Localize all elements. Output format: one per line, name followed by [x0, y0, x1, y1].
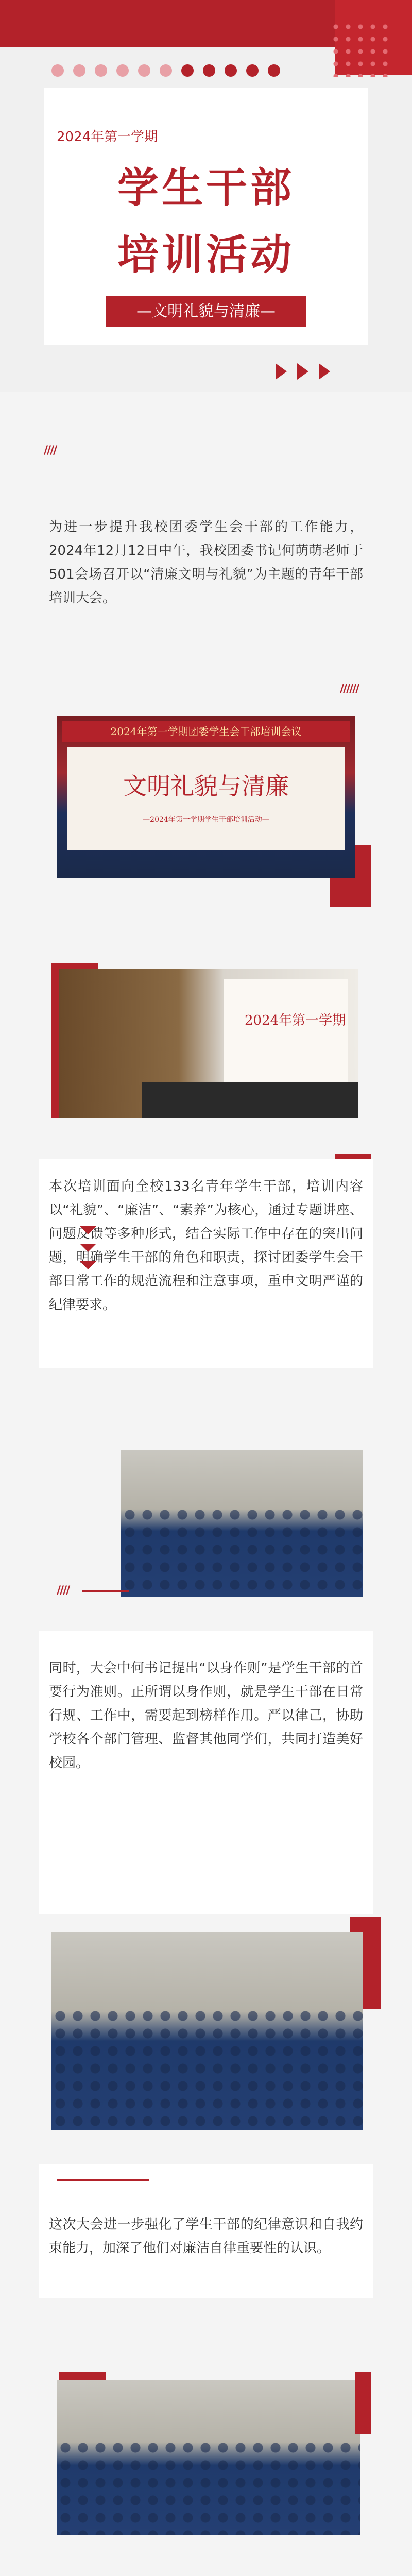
meeting-hall-photo	[57, 716, 355, 878]
slashes-icon: //////	[340, 683, 359, 696]
page-title-line2: 培训活动	[117, 230, 295, 279]
decorative-red-block	[355, 2372, 371, 2434]
arrow-right-icon	[297, 363, 308, 380]
page-title-line1: 学生干部	[117, 163, 295, 212]
arrow-down-icon	[80, 1244, 96, 1252]
arrow-down-icon	[80, 1261, 96, 1269]
slashes-icon: ////	[44, 444, 57, 457]
discipline-paragraph: 这次大会进一步强化了学生干部的纪律意识和自我约束能力，加深了他们对廉洁自律重要性的认识。	[49, 2217, 363, 2256]
arrow-right-icons	[276, 363, 330, 380]
semester-label: 2024年第一学期	[57, 129, 158, 145]
decorative-line	[82, 1590, 129, 1592]
header-banner	[0, 0, 412, 392]
podium-screen	[224, 979, 348, 1082]
hall-banner-text: 2024年第一学期团委学生会干部培训会议	[62, 721, 350, 742]
arrow-down-icon	[80, 1226, 96, 1234]
hall-screen	[67, 747, 345, 850]
arrow-down-icons	[80, 1226, 96, 1269]
dot-pattern-icon	[330, 21, 391, 77]
decorative-line	[57, 2179, 149, 2181]
slashes-icon: ////	[57, 1584, 70, 1597]
arrow-right-icon	[319, 363, 330, 380]
page-subtitle: —文明礼貌与清廉—	[106, 296, 306, 327]
students-photo	[52, 1932, 363, 2130]
arrow-right-icon	[276, 363, 287, 380]
audience-photo	[121, 1450, 363, 1597]
decorative-circles-icon	[52, 64, 280, 77]
podium-desk	[142, 1082, 358, 1118]
intro-paragraph: 为进一步提升我校团委学生会干部的工作能力，2024年12月12日中午，我校团委书记何萌萌老师于501会场召开以“清廉文明与礼貌”为主题的青年干部培训大会。	[49, 519, 363, 606]
assembly-photo	[57, 2380, 360, 2535]
hall-screen-subtitle: —2024年第一学期学生干部培训活动—	[143, 816, 269, 824]
training-content-paragraph: 本次培训面向全校133名青年学生干部，培训内容以“礼貌”、“廉洁”、“素养”为核心，通过专题讲座、问题反馈等多种形式，结合实际工作中存在的突出问题，明确学生干部的角色和职责，探讨团委学生会干部日常工作的规范流程和注意事项，重申文明严谨的纪律要求。	[49, 1179, 363, 1313]
hall-screen-title: 文明礼貌与清廉	[123, 772, 289, 800]
speaker-podium-photo	[59, 969, 358, 1118]
podium-screen-text: 2024年第一学期	[245, 1013, 346, 1028]
lead-by-example-paragraph: 同时，大会中何书记提出“以身作则”是学生干部的首要行为准则。正所谓以身作则，就是学生干部在日常行规、工作中，需要起到榜样作用。严以律己，协助学校各个部门管理、监督其他同学们，共同打造美好校园。	[49, 1660, 363, 1771]
